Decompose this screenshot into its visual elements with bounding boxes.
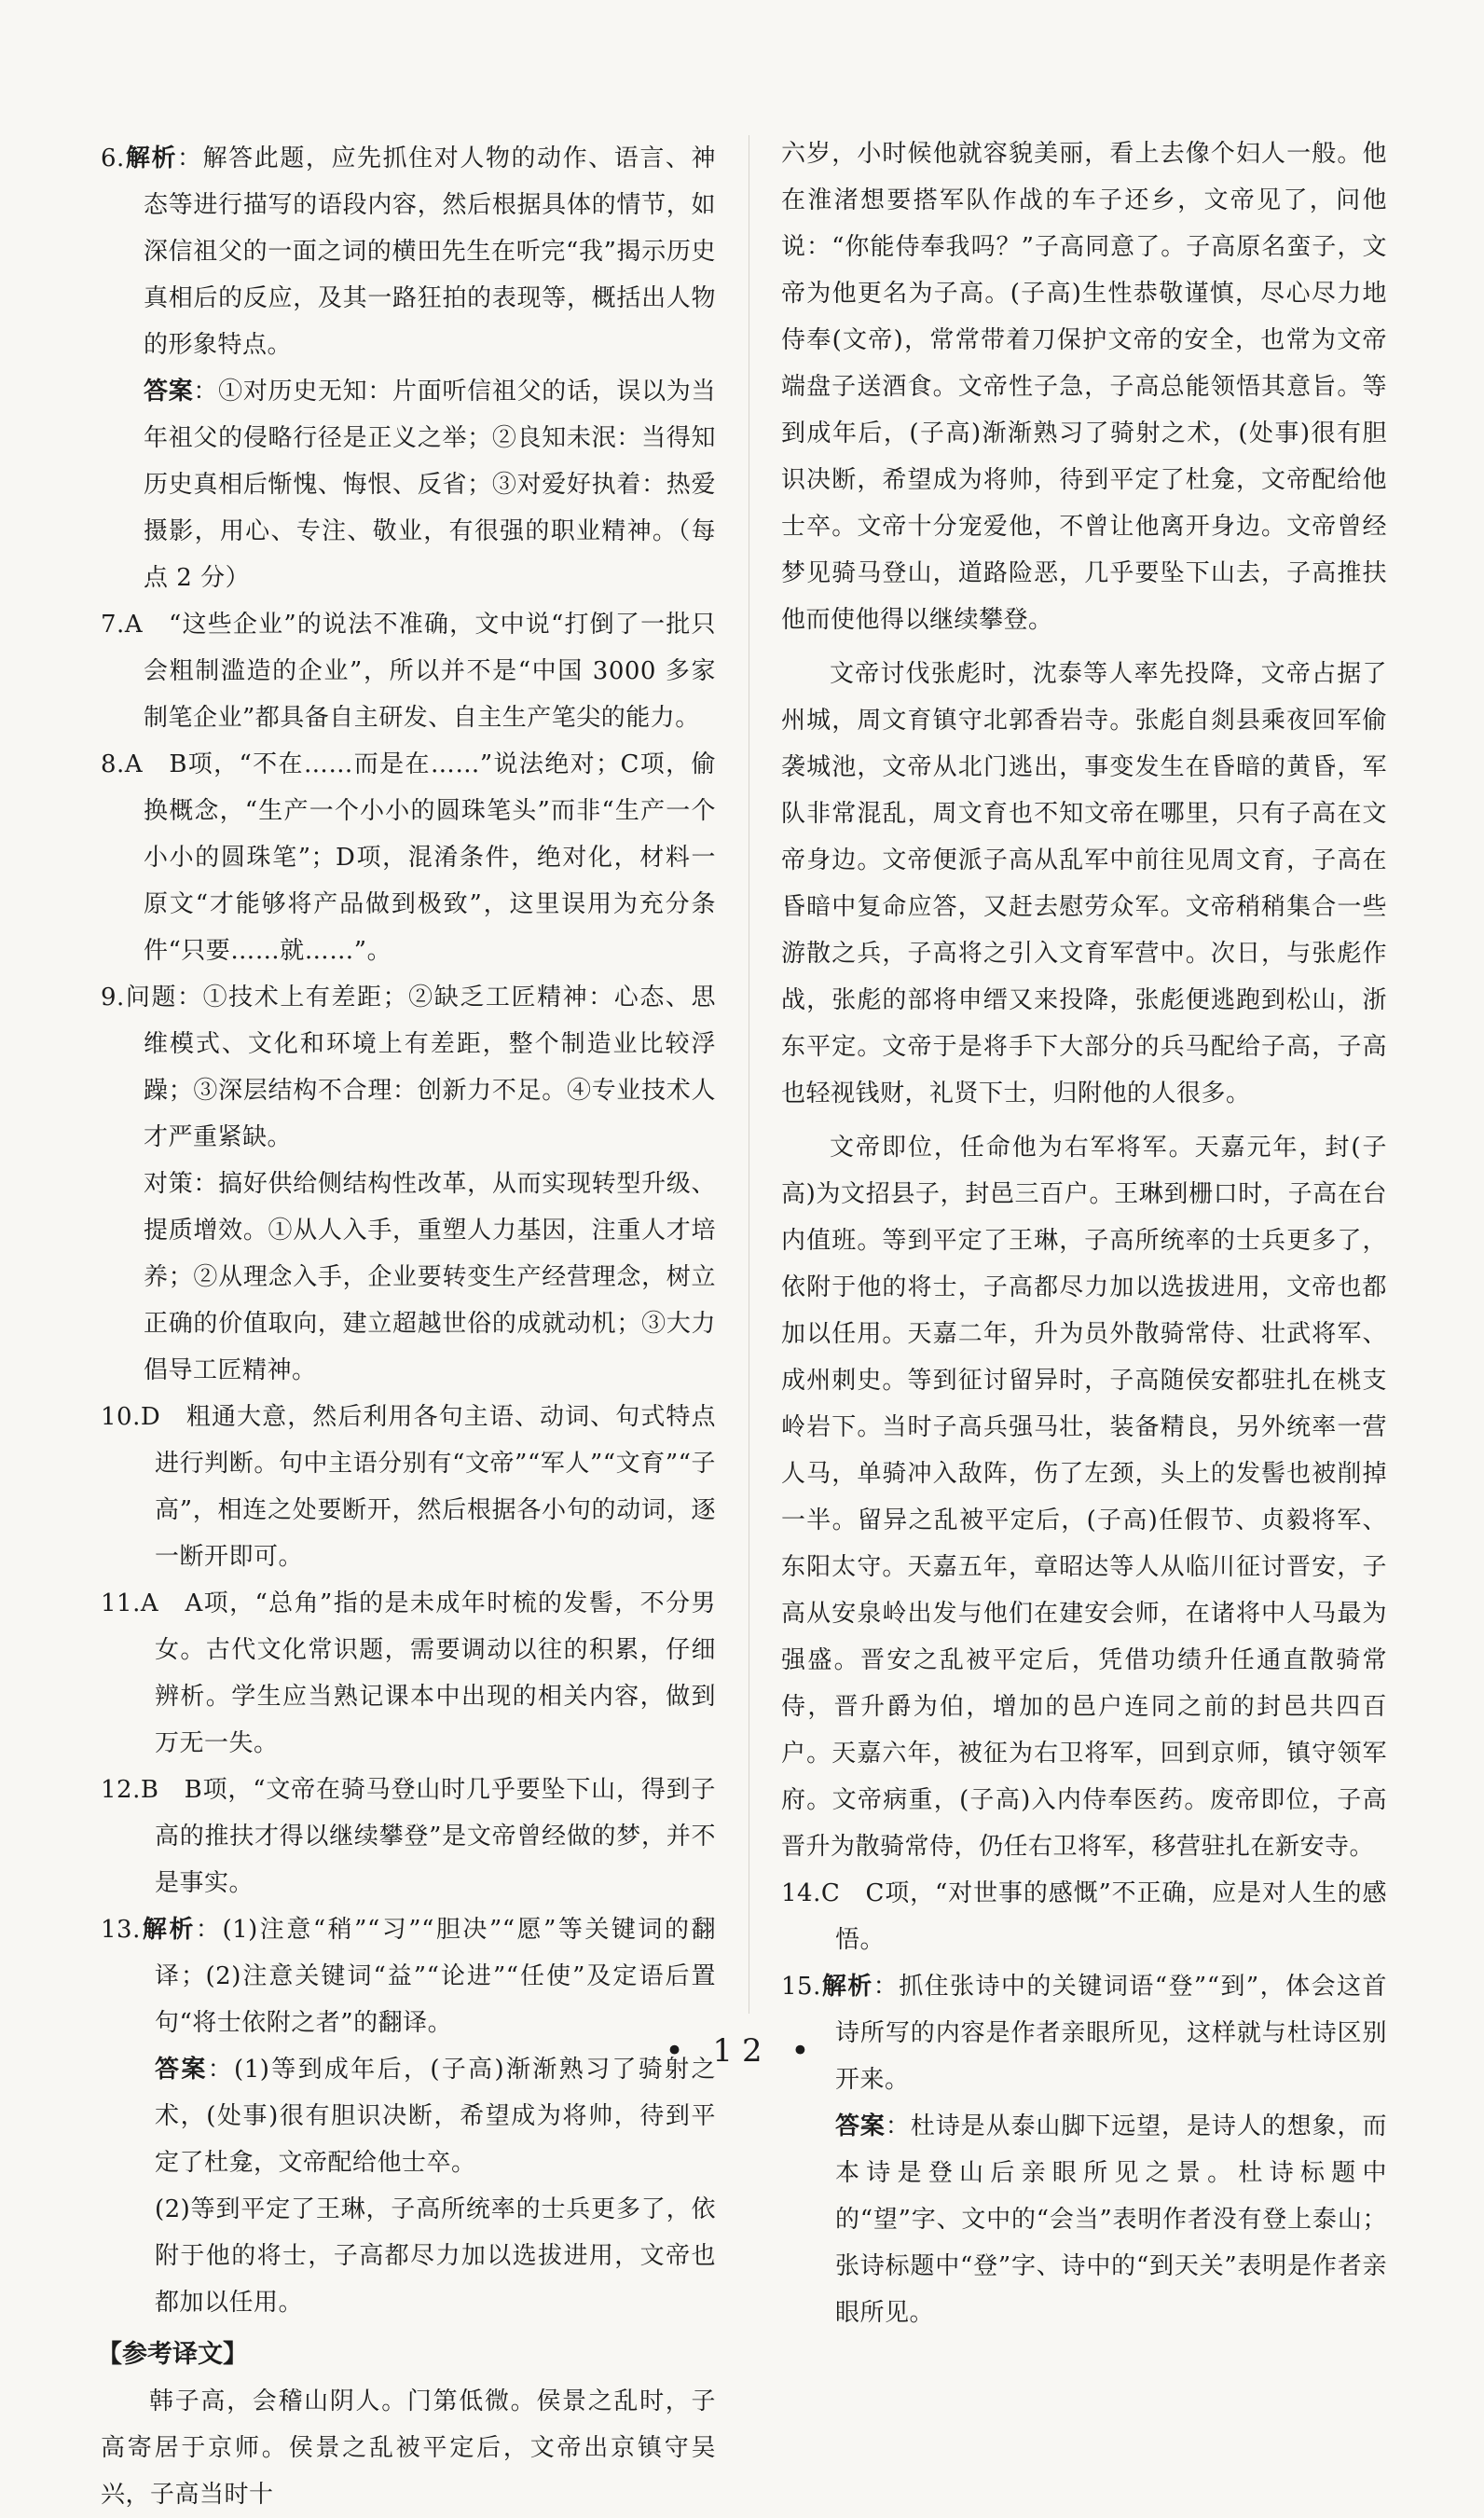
answer-item-14: 14.C C项，“对世事的感慨”不正确，应是对人生的感悟。 [781, 1879, 1387, 1954]
answer-item-7: 7.A “这些企业”的说法不准确，文中说“打倒了一批只会粗制滥造的企业”，所以并不是“中国 3000 多家制笔企业”都具备自主研发、自主生产笔尖的能力。 [101, 611, 716, 732]
translation-paragraph-1-continued: 六岁，小时候他就容貌美丽，看上去像个妇人一般。他在淮渚想要搭军队作战的车子还乡，文帝见了，问他说：“你能侍奉我吗？”子高同意了。子高原名蛮子，文帝为他更名为子高。(子高)生性恭敬谨慎，尽心尽力地侍奉(文帝)，常常带着刀保护文帝的安全，也常为文帝端盘子送酒食。文帝性子急，子高总能领悟其意旨。等到成年后，(子高)渐渐熟习了骑射之术，(处事)很有胆识决断，希望成为将帅，待到平定了杜龛，文帝配给他士卒。文帝十分宠爱他，不曾让他离开身边。文帝曾经梦见骑马登山，道路险恶，几乎要坠下山去，子高推扶他而使他得以继续攀登。 [781, 140, 1387, 634]
left-column [97, 135, 716, 2518]
translation-paragraph-2: 文帝讨伐张彪时，沈泰等人率先投降，文帝占据了州城，周文育镇守北郭香岩寺。张彪自剡县乘夜回军偷袭城池，文帝从北门逃出，事变发生在昏暗的黄昏，军队非常混乱，周文育也不知文帝在哪里，只有子高在文帝身边。文帝便派子高从乱军中前往见周文育，子高在昏暗中复命应答，又赶去慰劳众军。文帝稍稍集合一些游散之兵，子高将之引入文育军营中。次日，与张彪作战，张彪的部将申缙又来投降，张彪便逃跑到松山，浙东平定。文帝于是将手下大部分的兵马配给子高，子高也轻视钱财，礼贤下士，归附他的人很多。 [781, 660, 1387, 1108]
answer-label: 答案 [835, 2112, 886, 2140]
answer-item-15: 15.解析：抓住张诗中的关键词语“登”“到”，体会这首诗所写的内容是作者亲眼所见，这样就与杜诗区别开来。 [781, 1973, 1387, 2094]
translation-paragraph-1: 韩子高，会稽山阴人。门第低微。侯景之乱时，子高寄居于京师。侯景之乱被平定后，文帝出京镇守吴兴，子高当时十 [101, 2387, 716, 2509]
answer-item-8: 8.A B项，“不在……而是在……”说法绝对；C项，偷换概念，“生产一个小小的圆珠笔头”而非“生产一个小小的圆珠笔”；D项，混淆条件，绝对化，材料一原文“才能够将产品做到极致”，这里误用为充分条件“只要……就……”。 [101, 750, 716, 965]
answer-item-13: 13.解析：(1)注意“稍”“习”“胆决”“愿”等关键词的翻译；(2)注意关键词“益”“论进”“任使”及定语后置句“将士依附之者”的翻译。 [101, 1916, 716, 2037]
analysis-label: 解析 [140, 1916, 196, 1944]
answer-label: 答案 [155, 2056, 208, 2084]
page-number: • 12 • [665, 2032, 819, 2070]
answer-13-part2: (2)等到平定了王琳，子高所统率的士兵更多了，依附于他的将士，子高都尽力加以选拔进用，文帝也都加以任用。 [155, 2195, 716, 2317]
answer-item-11: 11.A A项，“总角”指的是未成年时梳的发髻，不分男女。古代文化常识题，需要调动以往的积累，仔细辨析。学生应当熟记课本中出现的相关内容，做到万无一失。 [101, 1589, 716, 1757]
answer-item-12: 12.B B项，“文帝在骑马登山时几乎要坠下山，得到子高的推扶才得以继续攀登”是文帝曾经做的梦，并不是事实。 [101, 1776, 716, 1897]
answer-item-6: 6.解析：解答此题，应先抓住对人物的动作、语言、神态等进行描写的语段内容，然后根据具体的情节，如深信祖父的一面之词的横田先生在听完“我”揭示历史真相后的反应，及其一路狂拍的表现等，概括出人物的形象特点。 [101, 144, 716, 359]
answer-label: 答案 [144, 378, 194, 406]
translation-paragraph-3: 文帝即位，任命他为右军将军。天嘉元年，封(子高)为文招县子，封邑三百户。王琳到栅口时，子高在台内值班。等到平定了王琳，子高所统率的士兵更多了，依附于他的将士，子高都尽力加以选拔进用，文帝也都加以任用。天嘉二年，升为员外散骑常侍、壮武将军、成州刺史。等到征讨留异时，子高随侯安都驻扎在桃支岭岩下。当时子高兵强马壮，装备精良，另外统率一营人马，单骑冲入敌阵，伤了左颈，头上的发髻也被削掉一半。留异之乱被平定后，(子高)任假节、贞毅将军、东阳太守。天嘉五年，章昭达等人从临川征讨晋安，子高从安泉岭出发与他们在建安会师，在诸将中人马最为强盛。晋安之乱被平定后，凭借功绩升任通直散骑常侍，晋升爵为伯，增加的邑户连同之前的封邑共四百户。天嘉六年，被征为右卫将军，回到京师，镇守领军府。文帝病重，(子高)入内侍奉医药。废帝即位，子高晋升为散骑常侍，仍任右卫将军，移营驻扎在新安寺。 [781, 1134, 1387, 1861]
translation-heading: 【参考译文】 [97, 2340, 248, 2369]
answer-item-9: 9.问题：①技术上有差距；②缺乏工匠精神：心态、思维模式、文化和环境上有差距，整个制造业比较浮躁；③深层结构不合理：创新力不足。④专业技术人才严重紧缺。 [101, 984, 716, 1151]
answer-15: 答案：杜诗是从泰山脚下远望，是诗人的想象，而本诗是登山后亲眼所见之景。杜诗标题中的“望”字、文中的“会当”表明作者没有登上泰山；张诗标题中“登”字、诗中的“到天关”表明是作者亲眼所见。 [835, 2112, 1387, 2327]
right-column [781, 131, 1387, 2336]
answer-item-10: 10.D 粗通大意，然后利用各句主语、动词、句式特点进行判断。句中主语分别有“文帝”“军人”“文育”“子高”，相连之处要断开，然后根据各小句的动词，逐一断开即可。 [101, 1403, 716, 1571]
answer-13-part1: 答案：(1)等到成年后，(子高)渐渐熟习了骑射之术，(处事)很有胆识决断，希望成为将帅，待到平定了杜龛，文帝配给他士卒。 [155, 2056, 716, 2177]
analysis-label: 解析 [820, 1973, 873, 2001]
analysis-label: 解析 [124, 144, 178, 172]
answer-6: 答案：①对历史无知：片面听信祖父的话，误以为当年祖父的侵略行径是正义之举；②良知未泯：当得知历史真相后惭愧、悔恨、反省；③对爱好执着：热爱摄影，用心、专注、敬业，有很强的职业精神。（每点 2 分） [144, 378, 716, 592]
answer-9-countermeasure: 对策：搞好供给侧结构性改革，从而实现转型升级、提质增效。①从人入手，重塑人力基因，注重人才培养；②从理念入手，企业要转变生产经营理念，树立正确的价值取向，建立超越世俗的成就动机；③大力倡导工匠精神。 [144, 1170, 716, 1384]
